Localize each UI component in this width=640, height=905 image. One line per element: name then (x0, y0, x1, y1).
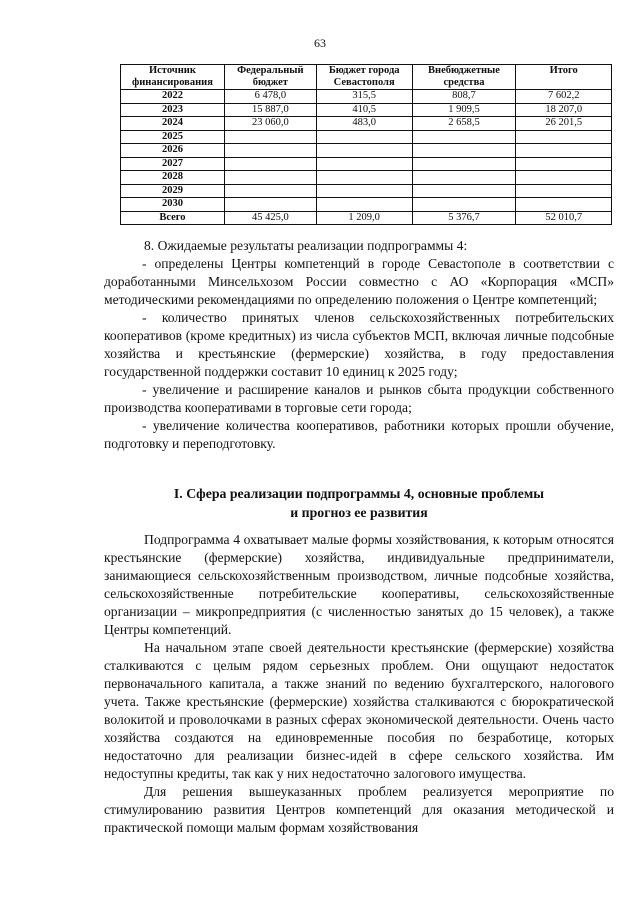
table-row (121, 130, 612, 144)
cell-city: 1 209,0 (316, 211, 412, 225)
cell-city (316, 144, 412, 158)
header-extra: Внебюджетные средства (412, 65, 516, 90)
table-row (121, 144, 612, 158)
cell-federal (224, 198, 316, 212)
cell-federal (224, 157, 316, 171)
header-city: Бюджет города Севастополя (316, 65, 412, 90)
cell-total (516, 130, 612, 144)
cell-federal: 15 887,0 (224, 103, 316, 117)
section-heading (104, 484, 614, 522)
cell-extra (412, 130, 516, 144)
cell-extra (412, 184, 516, 198)
cell-extra (412, 171, 516, 185)
cell-year: 2025 (121, 130, 225, 144)
cell-federal: 6 478,0 (224, 90, 316, 104)
section-heading-line1: I. Сфера реализации подпрограммы 4, основные проблемы (173, 486, 545, 501)
cell-year: 2024 (121, 117, 225, 131)
cell-city: 483,0 (316, 117, 412, 131)
table-header-row (121, 65, 612, 90)
paragraph-3: Для решения вышеуказанных проблем реализуется мероприятие по стимулированию развития Центров компетенций для оказания методической и практической помощи малым формам хозяйствования (104, 784, 614, 835)
cell-city (316, 157, 412, 171)
header-source: Источник финансирования (121, 65, 225, 90)
header-total: Итого (516, 65, 612, 90)
result-item-4: - увеличение количества кооперативов, работники которых прошли обучение, подготовку и переподготовку. (104, 418, 614, 451)
cell-year: Всего (121, 211, 225, 225)
cell-federal (224, 184, 316, 198)
cell-federal (224, 130, 316, 144)
cell-year: 2022 (121, 90, 225, 104)
cell-total: 18 207,0 (516, 103, 612, 117)
cell-extra (412, 157, 516, 171)
result-item-1: - определены Центры компетенций в городе Севастополе в соответствии с доработанными Минсельхозом России совместно с АО «Корпорация «МСП» методическими рекомендациями по определению положения о Центре компетенций; (104, 256, 614, 307)
cell-extra (412, 144, 516, 158)
cell-total (516, 171, 612, 185)
section-8 (104, 237, 614, 453)
table-row (121, 157, 612, 171)
cell-year: 2029 (121, 184, 225, 198)
financing-table (120, 64, 612, 225)
paragraph-2: На начальном этапе своей деятельности крестьянские (фермерские) хозяйства сталкиваются с целым рядом серьезных проблем. Они ощущают недостаток первоначального капитала, а также знаний по ведению бухгалтерского, налогового учета. Также крестьянские (фермерские) хозяйства сталкиваются с бюрократической волокитой и проволочками в разных сферах экономической деятельности. Очень часто хозяйства создаются на единовременные пособия по безработице, которых недостаточно для реализации бизнес-идей в сфере сельского хозяйства. Им недоступны кредиты, так как у них недостаточно залогового имущества. (104, 640, 614, 781)
table-row (121, 198, 612, 212)
cell-city: 410,5 (316, 103, 412, 117)
cell-year: 2028 (121, 171, 225, 185)
cell-city (316, 130, 412, 144)
cell-total (516, 157, 612, 171)
page-number: 63 (314, 36, 326, 50)
table-row (121, 211, 612, 225)
cell-extra: 808,7 (412, 90, 516, 104)
cell-total (516, 198, 612, 212)
cell-total: 26 201,5 (516, 117, 612, 131)
cell-extra: 1 909,5 (412, 103, 516, 117)
cell-city (316, 198, 412, 212)
table-row (121, 184, 612, 198)
result-item-2: - количество принятых членов сельскохозяйственных потребительских кооперативов (кроме кредитных) из числа субъектов МСП, включая личные подсобные хозяйства и крестьянские (фермерские) хозяйства, в году предоставления государственной поддержки составит 10 единиц к 2025 году; (104, 310, 614, 379)
cell-federal: 23 060,0 (224, 117, 316, 131)
cell-extra: 2 658,5 (412, 117, 516, 131)
cell-city: 315,5 (316, 90, 412, 104)
cell-year: 2023 (121, 103, 225, 117)
table-row (121, 90, 612, 104)
section-8-title: 8. Ожидаемые результаты реализации подпрограммы 4: (144, 238, 468, 253)
table-body (121, 90, 612, 225)
cell-year: 2030 (121, 198, 225, 212)
cell-total: 52 010,7 (516, 211, 612, 225)
section-heading-line2: и прогноз ее развития (290, 505, 428, 520)
cell-federal (224, 171, 316, 185)
cell-total (516, 144, 612, 158)
cell-extra (412, 198, 516, 212)
result-item-3: - увеличение и расширение каналов и рынков сбыта продукции собственного производства кооперативами в торговые сети города; (104, 382, 614, 415)
section-body (104, 531, 614, 837)
cell-federal: 45 425,0 (224, 211, 316, 225)
table-row (121, 103, 612, 117)
table-row (121, 117, 612, 131)
header-federal: Федеральный бюджет (224, 65, 316, 90)
cell-total (516, 184, 612, 198)
cell-city (316, 171, 412, 185)
cell-year: 2026 (121, 144, 225, 158)
table-row (121, 171, 612, 185)
paragraph-1: Подпрограмма 4 охватывает малые формы хозяйствования, к которым относятся крестьянские (фермерские) хозяйства, индивидуальные предприниматели, занимающиеся сельскохозяйственным производством, личные подсобные хозяйства, сельскохозяйственные потребительские кооперативы, сельскохозяйственные организации – микропредприятия (с численностью занятых до 15 человек), а также Центры компетенций. (104, 532, 614, 637)
cell-year: 2027 (121, 157, 225, 171)
cell-federal (224, 144, 316, 158)
cell-total: 7 602,2 (516, 90, 612, 104)
cell-extra: 5 376,7 (412, 211, 516, 225)
cell-city (316, 184, 412, 198)
